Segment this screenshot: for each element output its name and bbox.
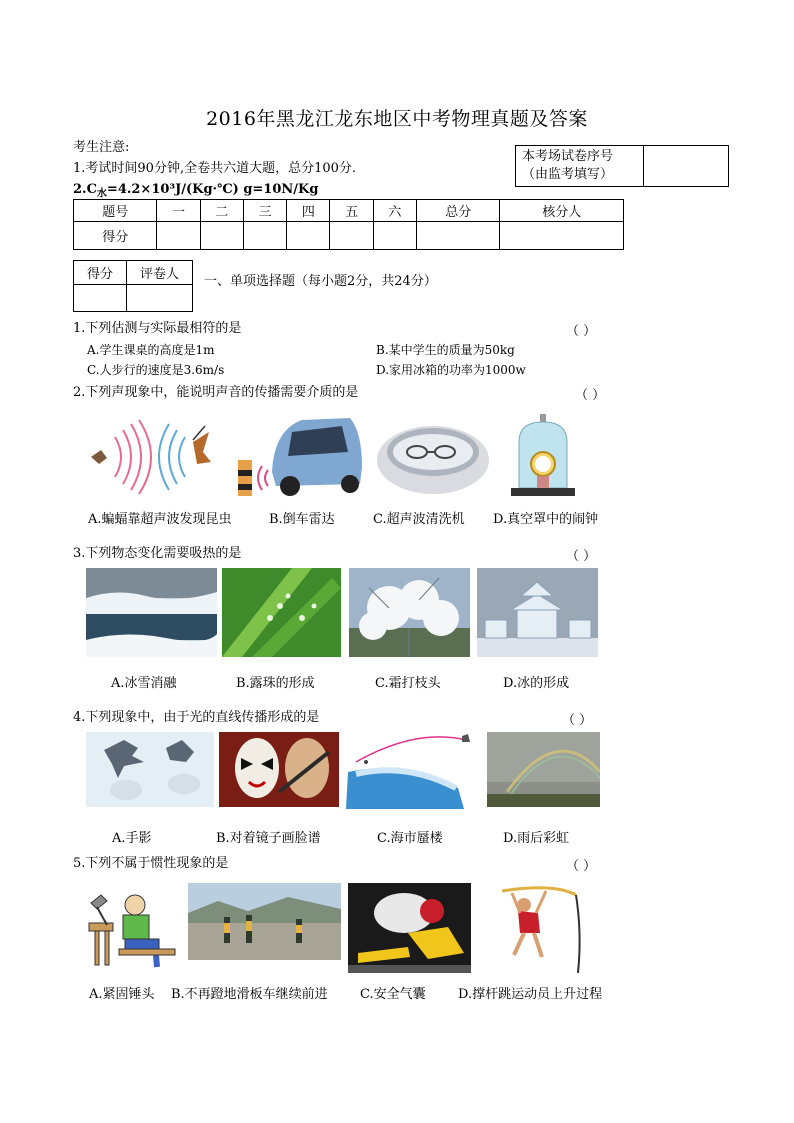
score-cell[interactable] [500, 222, 624, 250]
q3-option-c: C.霜打枝头 [375, 676, 441, 691]
reversing-radar-image [232, 412, 365, 504]
q4-option-b: B.对着镜子画脸谱 [216, 831, 321, 846]
q5-option-a: A.紧固锤头 [89, 987, 155, 1002]
score-header: 二 [200, 200, 243, 222]
q3-answer-paren[interactable]: （ ） [566, 549, 597, 564]
serial-value-cell[interactable] [644, 146, 729, 187]
score-cell[interactable] [287, 222, 330, 250]
score-header: 六 [373, 200, 416, 222]
q1-option-d: D.家用冰箱的功率为1000w [376, 363, 526, 377]
score-cell[interactable] [243, 222, 286, 250]
score-header: 核分人 [500, 200, 624, 222]
mirror-face-painting-image [219, 732, 339, 807]
melting-snow-image [86, 568, 217, 657]
q2-stem: 2.下列声现象中，能说明声音的传播需要介质的是 [73, 385, 359, 400]
score-cell[interactable] [417, 222, 500, 250]
score-header: 四 [287, 200, 330, 222]
section-heading: 一、单项选择题（每小题2分，共24分） [204, 274, 437, 289]
grader-box [73, 260, 193, 312]
score-table [73, 199, 624, 250]
q3-option-b: B.露珠的形成 [236, 676, 315, 691]
hand-shadow-image [86, 732, 214, 807]
scooter-image [188, 883, 341, 960]
q3-stem: 3.下列物态变化需要吸热的是 [73, 546, 242, 561]
score-cell[interactable] [157, 222, 200, 250]
q4-option-a: A.手影 [112, 831, 152, 846]
pole-vault-image [494, 883, 584, 975]
q5-option-d: D.撑杆跳运动员上升过程 [458, 987, 603, 1002]
q1-option-c: C.人步行的速度是3.6m/s [87, 363, 225, 377]
notice-heading: 考生注意: [73, 140, 130, 155]
q4-answer-paren[interactable]: （ ） [562, 713, 593, 728]
score-row-label: 得分 [74, 222, 157, 250]
notice-line2-sub: 水 [96, 188, 107, 200]
notice-line2-rest: =4.2×10³J/(Kg·℃) g=10N/Kg [106, 182, 319, 197]
score-header: 题号 [74, 200, 157, 222]
score-header: 总分 [417, 200, 500, 222]
q5-option-b: B.不再蹬地滑板车继续前进 [171, 987, 328, 1002]
score-cell[interactable] [200, 222, 243, 250]
score-header: 一 [157, 200, 200, 222]
mirage-image [346, 732, 480, 809]
q5-stem: 5.下列不属于惯性现象的是 [73, 856, 229, 871]
serial-label-1: 本考场试卷序号 [522, 149, 614, 164]
q2-option-c: C.超声波清洗机 [373, 512, 465, 527]
ultrasonic-cleaner-image [375, 412, 492, 498]
score-cell[interactable] [373, 222, 416, 250]
hammer-image [85, 883, 180, 973]
q5-answer-paren[interactable]: （ ） [566, 859, 597, 874]
rainbow-image [487, 732, 600, 807]
grader-name-label: 评卷人 [127, 261, 193, 285]
airbag-image [348, 883, 471, 973]
grader-name-cell[interactable] [127, 285, 193, 312]
serial-box [515, 145, 729, 187]
q4-option-d: D.雨后彩虹 [503, 831, 570, 846]
q3-option-a: A.冰雪消融 [111, 676, 177, 691]
q1-answer-paren[interactable]: （ ） [566, 324, 597, 339]
notice-line2-prefix: 2.C [73, 182, 97, 197]
q2-option-a: A.蝙蝠靠超声波发现昆虫 [88, 512, 232, 527]
q1-stem: 1.下列估测与实际最相符的是 [73, 321, 242, 336]
bat-ultrasound-image [85, 412, 215, 502]
q1-option-a: A.学生课桌的高度是1m [87, 343, 215, 357]
q3-option-d: D.冰的形成 [503, 676, 570, 691]
dew-drops-image [222, 568, 341, 657]
frost-branches-image [349, 568, 470, 657]
notice-line1: 1.考试时间90分钟,全卷共六道大题，总分100分. [73, 161, 357, 176]
grader-score-cell[interactable] [74, 285, 127, 312]
page-title: 2016年黑龙江龙东地区中考物理真题及答案 [206, 108, 588, 130]
serial-label-2: （由监考填写） [522, 167, 614, 182]
score-header: 五 [330, 200, 373, 222]
serial-label [516, 146, 644, 187]
vacuum-bell-clock-image [507, 412, 579, 502]
q4-option-c: C.海市蜃楼 [377, 831, 443, 846]
q2-option-b: B.倒车雷达 [269, 512, 335, 527]
grader-score-label: 得分 [74, 261, 127, 285]
q2-answer-paren[interactable]: （ ） [575, 388, 606, 403]
q1-option-b: B.某中学生的质量为50kg [376, 343, 515, 357]
ice-sculpture-image [477, 568, 598, 657]
score-cell[interactable] [330, 222, 373, 250]
q2-option-d: D.真空罩中的闹钟 [493, 512, 599, 527]
q5-option-c: C.安全气囊 [360, 987, 426, 1002]
score-header: 三 [243, 200, 286, 222]
q4-stem: 4.下列现象中，由于光的直线传播形成的是 [73, 710, 320, 725]
